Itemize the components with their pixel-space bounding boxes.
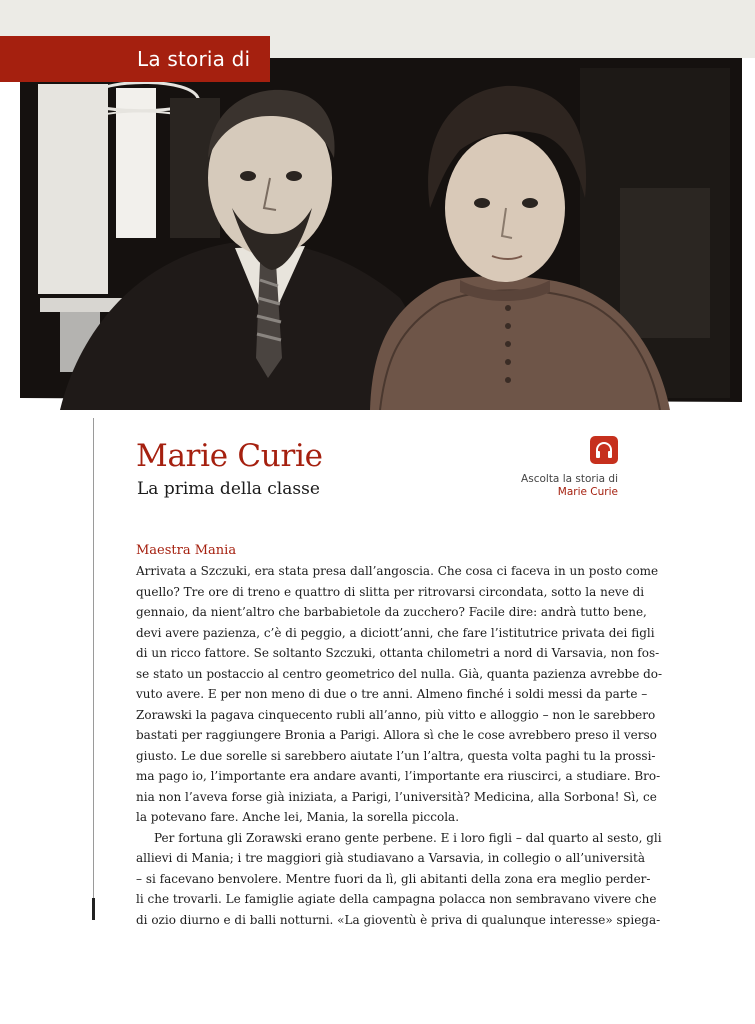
section-label: La storia di <box>137 47 251 71</box>
text-line: quello? Tre ore di treno e quattro di slitta per ritrovarsi circondata, sotto la neve di <box>136 584 645 599</box>
audio-block <box>480 436 618 498</box>
text-line: li che trovarli. Le famiglie agiate della campagna polacca non sembravano vivere che <box>136 892 657 906</box>
section-tab <box>0 36 270 82</box>
text-line: devi avere pazienza, c’è di peggio, a diciott’anni, che fare l’istitutrice privata dei figli <box>136 625 655 640</box>
text-line: bastati per raggiungere Bronia a Parigi. Allora sì che le cose avrebbero preso il verso <box>136 728 657 742</box>
margin-mark <box>92 898 95 920</box>
text-line: di un ricco fattore. Se soltanto Szczuki, ottanta chilometri a nord di Varsavia, non fos- <box>136 646 660 660</box>
text-line: Per fortuna gli Zorawski erano gente perbene. E i loro figli – dal quarto al sesto, gli <box>154 830 662 845</box>
audio-play-button[interactable] <box>590 436 618 464</box>
text-line: vuto avere. E per non meno di due o tre anni. Almeno finché i soldi messi da parte – <box>136 687 648 701</box>
text-line: Arrivata a Szczuki, era stata presa dall’angoscia. Che cosa ci faceva in un posto come <box>136 564 659 578</box>
text-line: allievi di Mania; i tre maggiori già studiavano a Varsavia, in collegio o all’università <box>136 851 645 865</box>
text-line: Zorawski la pagava cinquecento rubli all’anno, più vitto e alloggio – non le sarebbero <box>136 707 656 722</box>
text-line: giusto. Le due sorelle si sarebbero aiutate l’un l’altra, questa volta paghi tu la prossi- <box>136 748 656 763</box>
audio-link[interactable]: Marie Curie <box>557 486 618 498</box>
curie-illustration <box>20 58 742 410</box>
headphones-icon <box>594 440 614 460</box>
body-text <box>136 561 663 930</box>
audio-caption: Ascolta la storia di <box>521 473 618 485</box>
text-line: se stato un postaccio al centro geometrico del nulla. Già, quanta pazienza avrebbe do- <box>136 666 663 681</box>
article-title: Marie Curie <box>136 438 323 474</box>
text-line: gennaio, da nient’altro che barbabietole da zucchero? Facile dire: andrà tutto bene, <box>136 605 647 619</box>
margin-rule <box>93 418 94 918</box>
text-line: la potevano fare. Anche lei, Mania, la sorella piccola. <box>136 810 460 824</box>
text-line: ma pago io, l’importante era andare avanti, l’importante era riuscirci, a studiare. Bro- <box>136 769 661 783</box>
text-line: di ozio diurno e di balli notturni. «La gioventù è priva di qualunque interesse» spiega- <box>136 912 661 927</box>
article-subtitle: La prima della classe <box>137 479 320 499</box>
text-line: nia non l’aveva forse già iniziata, a Parigi, l’università? Medicina, alla Sorbona! Sì, ce <box>136 789 657 804</box>
text-line: – si facevano benvolere. Mentre fuori da lì, gli abitanti della zona era meglio perder- <box>136 871 651 886</box>
section-heading: Maestra Mania <box>136 543 237 558</box>
